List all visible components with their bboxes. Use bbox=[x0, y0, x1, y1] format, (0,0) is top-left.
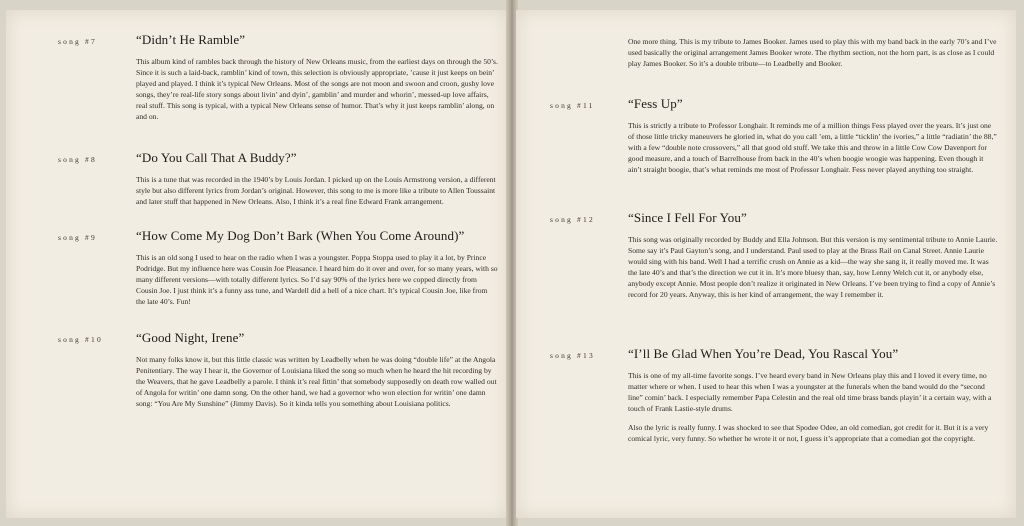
song-description: One more thing. This is my tribute to James Booker. James used to play this with my band back in the early 70’s and I’ve used basically the original arrangement James Booker wrote. The rhythm section, not the horn part, is as close as I could play James Booker. So it’s a double tribute—to Leadbelly and Booker. bbox=[628, 37, 997, 69]
song-number: song #12 bbox=[550, 215, 595, 224]
song-title: “Good Night, Irene” bbox=[136, 330, 245, 345]
song-entry-11 bbox=[550, 96, 998, 183]
song-description: Not many folks know it, but this little classic was written by Leadbelly when he was doing “double life” at the Angola Penitentiary. The way I hear it, the Governor of Louisiana liked the song so much when he heard the hit recording by the Weavers, that he gave Leadbelly a parole. I think it’s real fittin’ that somebody supposedly on death row walled out of Angola for writin’ one damn song. On the other hand, we had a governor who won election for writin’ one damn song: “You Are My Sunshine” (Jimmy Davis). So it kinda tells you something about Louisiana politics. bbox=[136, 355, 497, 409]
song-title: “How Come My Dog Don’t Bark (When You Come Around)” bbox=[136, 228, 465, 243]
song-title: “I’ll Be Glad When You’re Dead, You Rascal You” bbox=[628, 346, 899, 361]
song-entry-13 bbox=[550, 346, 998, 453]
song-number: song #8 bbox=[58, 155, 97, 164]
song-description: This is an old song I used to hear on the radio when I was a youngster. Poppa Stoppa used to play it a lot, by Prince Podridge. But my influence here was Cousin Joe Pleasance. I heard him do it over and over, for so many years, with so many different versions—with totally different lyrics. So I’d say 90% of the lyrics here we copped directly from Cousin Joe. I just think it’s a funny ass tune, and Wardell did a hell of a nice chart. It’s typical Cousin Joe, like from the late 40’s. Fun! bbox=[136, 253, 498, 307]
left-page bbox=[6, 10, 508, 518]
song-description: This is a tune that was recorded in the 1940’s by Louis Jordan. I picked up on the Louis Armstrong version, a different style but also different lyrics from Jordan’s original. However, this song to me is more like a tribute to Allen Toussaint and later stuff that happened in New Orleans. Also, I think it’s a real fine Edward Frank arrangement. bbox=[136, 175, 496, 207]
song-title: “Since I Fell For You” bbox=[628, 210, 747, 225]
song-entry-9 bbox=[58, 228, 498, 315]
song-entry-8 bbox=[58, 150, 498, 215]
song-entry-12 bbox=[550, 210, 998, 309]
song-number: song #13 bbox=[550, 351, 595, 360]
song-title: “Fess Up” bbox=[628, 96, 683, 111]
continued-paragraph bbox=[628, 36, 998, 77]
song-number: song #10 bbox=[58, 335, 103, 344]
song-number: song #7 bbox=[58, 37, 97, 46]
song-number: song #9 bbox=[58, 233, 97, 242]
song-title: “Do You Call That A Buddy?” bbox=[136, 150, 297, 165]
song-description: This song was originally recorded by Buddy and Ella Johnson. But this version is my sentimental tribute to Annie Laurie. Some say it’s Paul Gayton’s song, and I understand. Paul used to play at the Brass Rail on Canal Street. Annie Laurie would sing with his band. Well I had a terrific crush on Annie as a kid—the way she sang it, it really moved me. It was the late 40’s and that’s the direction we cut it in. It’s more bluesy than, say, how Lenny Welch cut it, or anybody else, anybody except Annie. Most people don’t realize it originated in New Orleans. I’ve been trying to find a copy of Annie’s record for 20 years. Anyway, this is her kind of arrangement, the way I remember it. bbox=[628, 235, 998, 300]
song-description: This is one of my all-time favorite songs. I’ve heard every band in New Orleans play this and I loved it every time, no matter where or when. I used to hear this when I was a youngster at the funerals when the band would do the “second line” comin’ back. I especially remember Papa Celestin and the real old time brass bands playin’ it a certain way, with a touch of Frank Lastie-style drums. bbox=[628, 371, 992, 414]
song-entry-10 bbox=[58, 330, 498, 417]
song-description: This is strictly a tribute to Professor Longhair. It reminds me of a million things Fess played over the years. It’s just one of those little tricky maneuvers he gloried in, what do you call ’em, a little “ticklin’ the ivories,” a little “radiatin’ the 88,” with a few “double note crossovers,” all that good old stuff. We take this and throw in a little Cow Cow Davenport for good measure, and a touch of Barrelhouse from back in the 40’s when boogie woogie was happening. Even though it ain’t straight boogie, that’s what reminds me most of Professor Longhair. Fess never played anything too straight. bbox=[628, 121, 997, 175]
song-title: “Didn’t He Ramble” bbox=[136, 32, 246, 47]
song-entry-7 bbox=[58, 32, 498, 131]
song-number: song #11 bbox=[550, 101, 595, 110]
song-description: This album kind of rambles back through the history of New Orleans music, from the earliest days on through the 50’s. Since it is such a laid-back, ramblin’ kind of town, this selection is obviously appropriate, ’cause it just keeps on bein’ played and played. I think it’s typical New Orleans. Most of the songs are not moon and swoon and croon, gushy love songs, they’re real-life story songs about livin’ and dyin’, gamblin’ and murder and whorin’, messed-up love affairs, real stuff. This song is typical, with a typical New Orleans sense of humor. That’s why it just keeps ramblin’ along, on and on. bbox=[136, 57, 498, 122]
right-page bbox=[516, 10, 1016, 518]
song-description: Also the lyric is really funny. I was shocked to see that Spodee Odee, an old comedian, got credit for it. But it is a very comical lyric, very funny. So whether he wrote it or not, I guess it’s appropriate that a comedian got the copyright. bbox=[628, 423, 989, 444]
